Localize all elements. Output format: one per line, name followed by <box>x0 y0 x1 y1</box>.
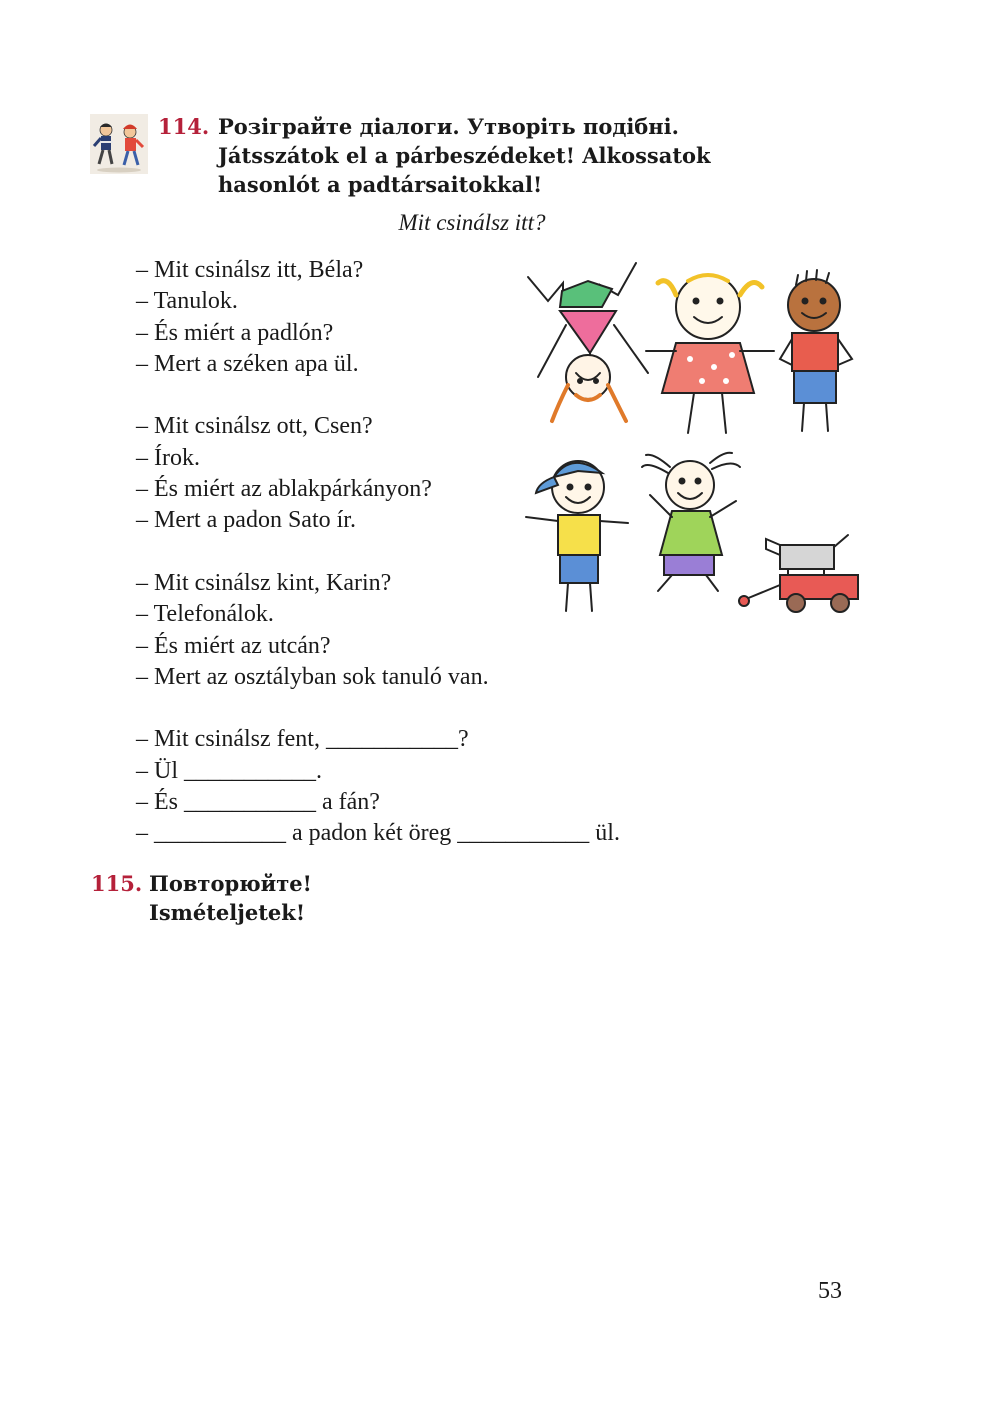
dialog-title: Mit csinálsz itt? <box>398 210 546 235</box>
dialog-line: – Írok. <box>136 444 200 471</box>
exercise-114-title <box>218 112 711 199</box>
dialog-line: – És miért a padlón? <box>136 319 334 346</box>
toy-dog-cart-figure <box>739 535 858 612</box>
exercise-114-number: 114. <box>158 114 210 139</box>
dialog-line: – És miért az utcán? <box>136 632 331 659</box>
exercise-115-title-line: Повторюйте! <box>149 871 312 896</box>
dialog-line: – Mert a padon Sato ír. <box>136 507 356 534</box>
exercise-114-title-line: hasonlót a padtársaitokkal! <box>218 172 543 197</box>
exercise-115-title <box>149 869 312 927</box>
dialog-line: – Mit csinálsz fent, ___________? <box>136 726 469 753</box>
page-number: 53 <box>818 1278 842 1304</box>
girl-green-dress-figure <box>642 453 740 591</box>
boy-brown-face-figure <box>780 270 852 431</box>
dialog-line: – És ___________ a fán? <box>136 789 380 816</box>
dialog-line: – Mit csinálsz kint, Karin? <box>136 569 392 596</box>
dialog-line: – És miért az ablakpárkányon? <box>136 476 432 503</box>
dialog-line: – Ül ___________. <box>136 757 322 784</box>
children-icon <box>90 114 148 174</box>
dialog-line: – ___________ a padon két öreg ___________ ül. <box>136 820 620 847</box>
dialog-line: – Telefonálok. <box>136 601 274 628</box>
children-drawing-illustration <box>518 255 862 617</box>
dialog-block-exercise <box>136 724 620 849</box>
exercise-114-title-line: Розіграйте діалоги. Утворіть подібні. <box>218 114 679 139</box>
dialog-line: – Mit csinálsz ott, Csen? <box>136 413 373 440</box>
boy-blue-cap-figure <box>526 461 628 611</box>
upside-down-girl-figure <box>528 263 648 421</box>
dialog-line: – Mert a széken apa ül. <box>136 350 359 377</box>
girl-yellow-pigtails-figure <box>646 275 774 433</box>
dialog-line: – Mit csinálsz itt, Béla? <box>136 257 364 283</box>
dialog-line: – Mert az osztályban sok tanuló van. <box>136 663 489 690</box>
dialog-line: – Tanulok. <box>136 288 238 315</box>
exercise-115-number: 115. <box>91 871 143 896</box>
exercise-115-title-line: Ismételjetek! <box>149 900 306 925</box>
exercise-114-title-line: Játsszátok el a párbeszédeket! Alkossatok <box>218 143 711 168</box>
